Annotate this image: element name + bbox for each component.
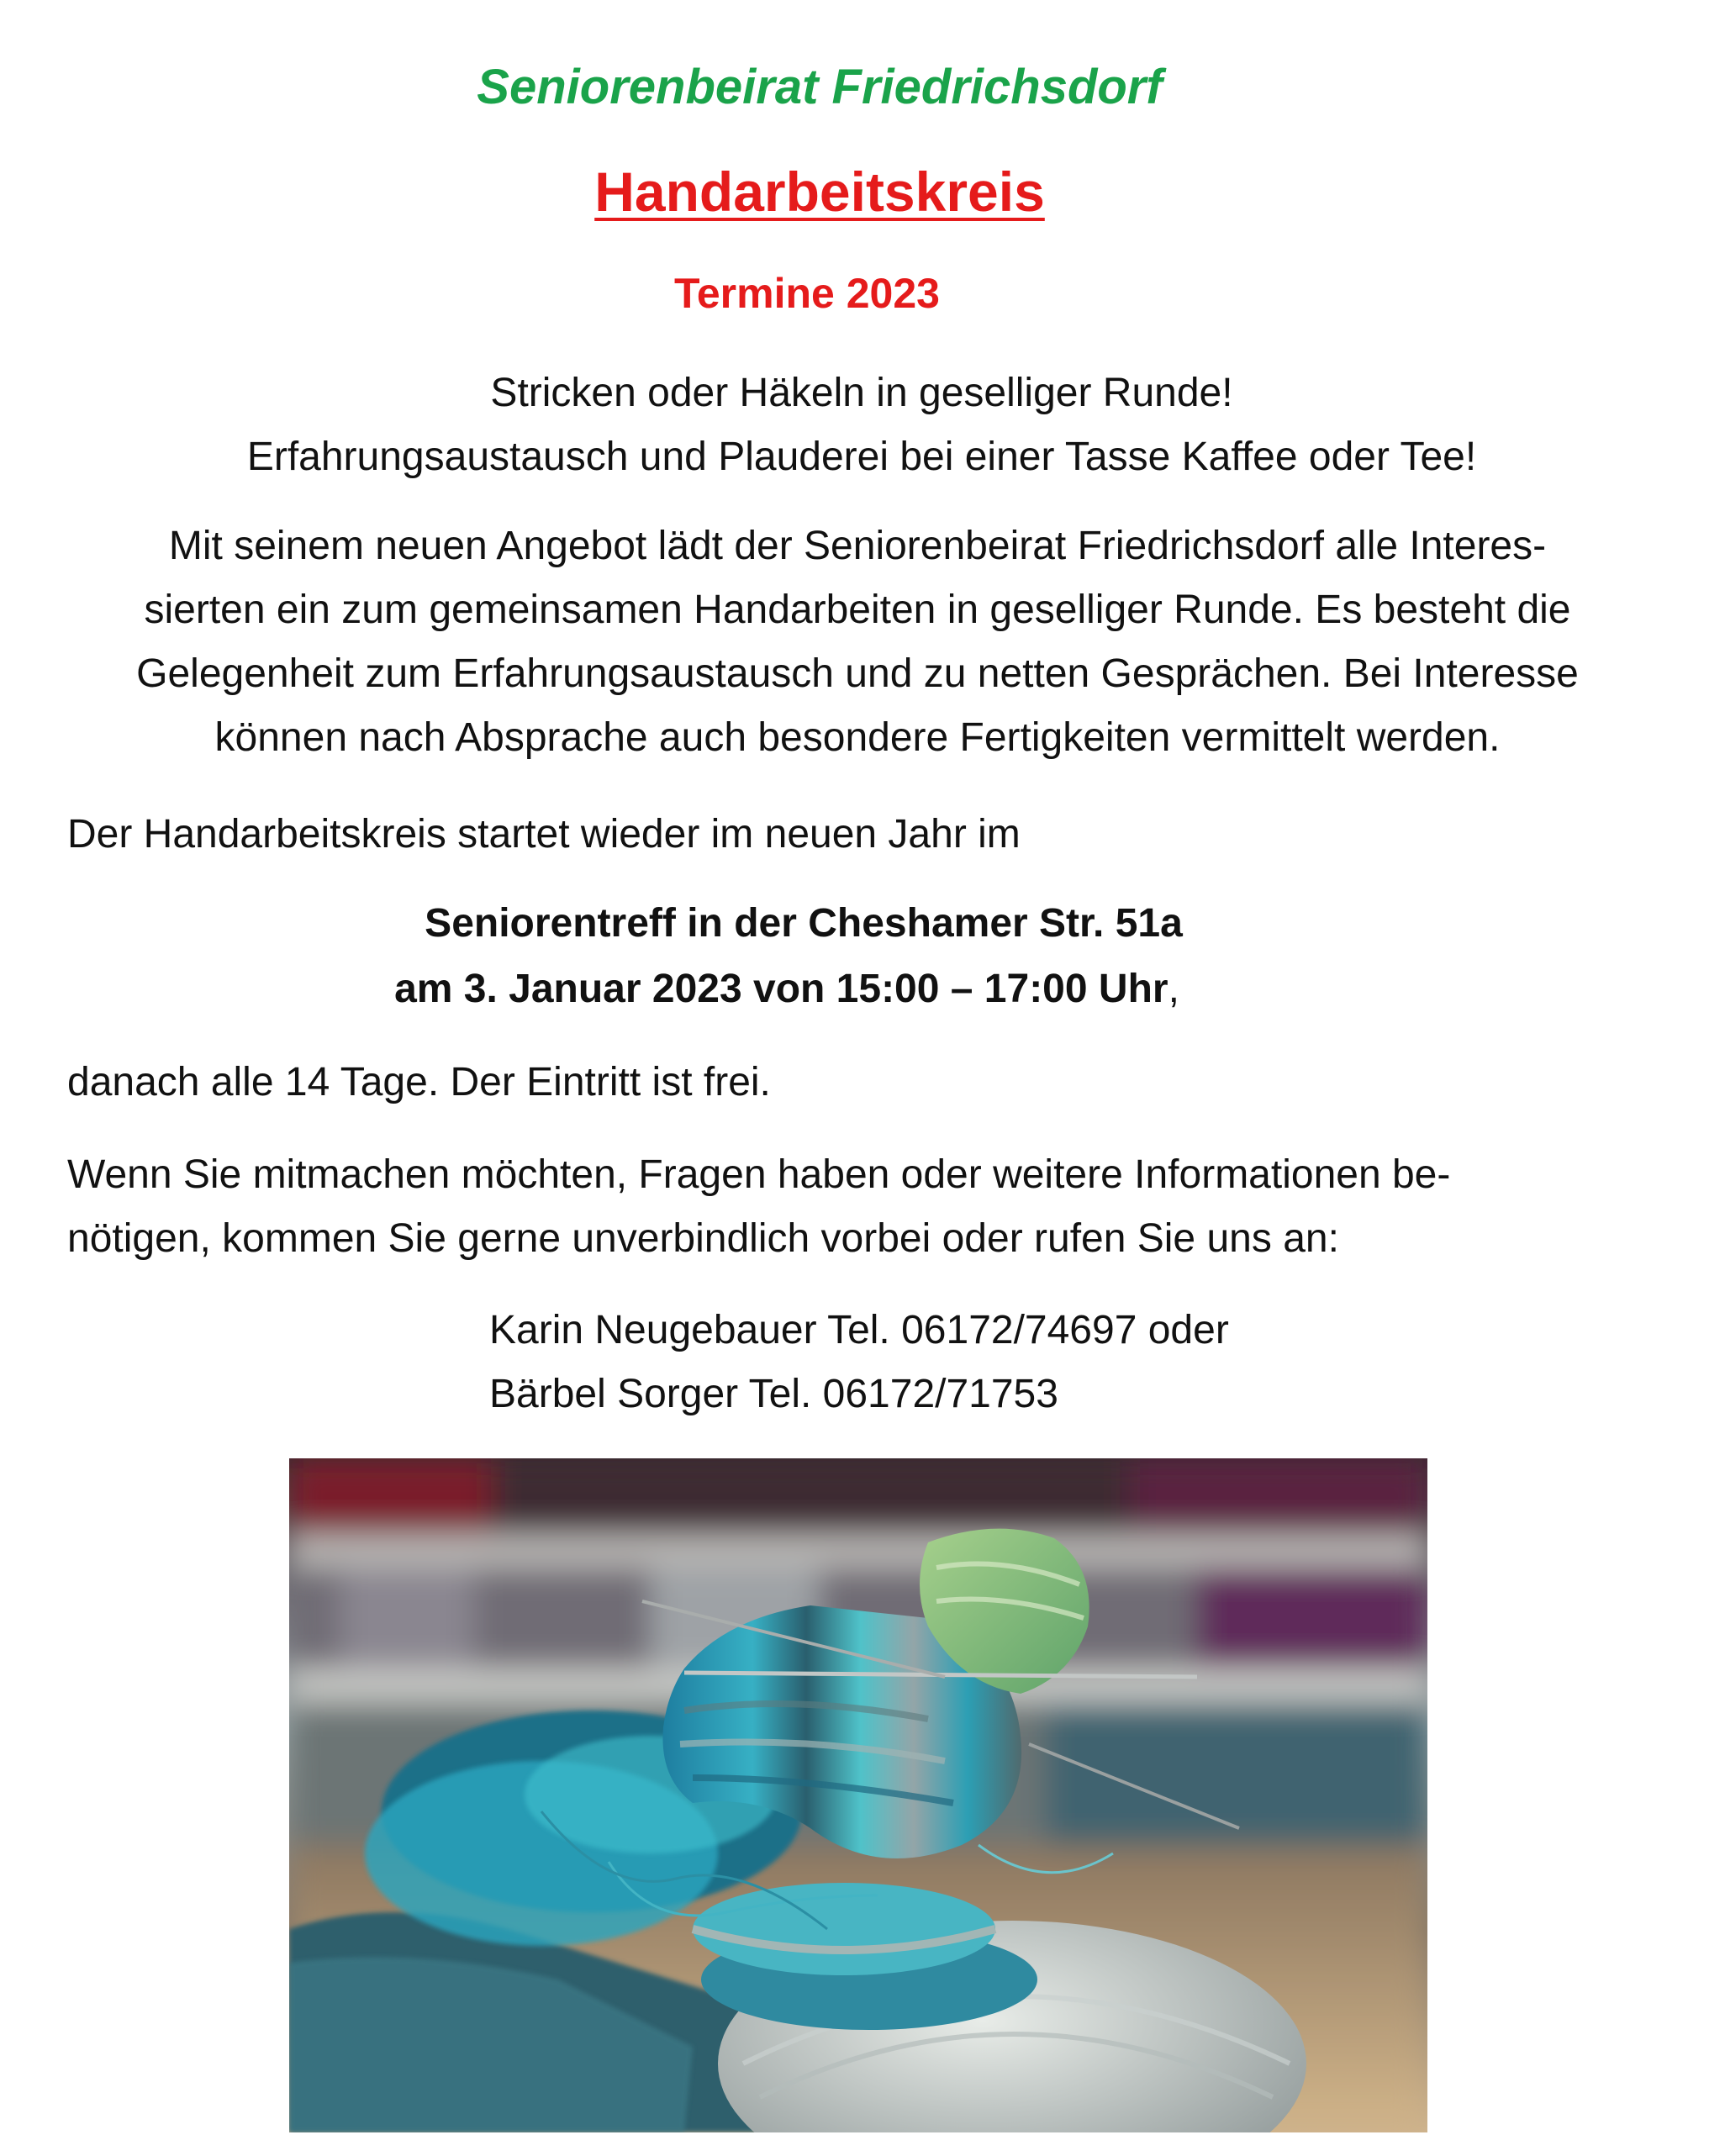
organization-heading: Seniorenbeirat Friedrichsdorf xyxy=(477,60,1163,114)
venue-datetime-line xyxy=(0,957,1725,1022)
dates-subtitle: Termine 2023 xyxy=(674,270,940,317)
contact-line-1: Wenn Sie mitmachen möchten, Fragen haben oder weitere Informationen be- xyxy=(67,1152,1451,1197)
contact-paragraph xyxy=(67,1143,1656,1271)
knitting-illustration xyxy=(289,1458,1427,2132)
description-line-1: Mit seinem neuen Angebot lädt der Seniorenbeirat Friedrichsdorf alle Interes- xyxy=(168,524,1547,568)
page-title: Handarbeitskreis xyxy=(594,161,1045,223)
contact-list xyxy=(489,1299,1582,1426)
venue-location: Seniorentreff in der Cheshamer Str. 51a xyxy=(425,901,1183,946)
start-paragraph: Der Handarbeitskreis startet wieder im neuen Jahr im xyxy=(67,812,1021,857)
contact-person-2: Bärbel Sorger Tel. 06172/71753 xyxy=(489,1372,1058,1416)
description-line-3: Gelegenheit zum Erfahrungsaustausch und zu netten Gesprächen. Bei Interesse xyxy=(136,651,1579,696)
description-line-4: können nach Absprache auch besondere Fertigkeiten vermittelt werden. xyxy=(214,715,1501,760)
contact-person-1: Karin Neugebauer Tel. 06172/74697 oder xyxy=(489,1308,1229,1352)
venue-block xyxy=(0,891,1725,1022)
intro-block xyxy=(67,361,1656,489)
intro-line-1: Stricken oder Häkeln in geselliger Runde! xyxy=(490,371,1233,415)
venue-comma: , xyxy=(1168,967,1179,1011)
contact-line-2: nötigen, kommen Sie gerne unverbindlich vorbei oder rufen Sie uns an: xyxy=(67,1216,1339,1261)
intro-line-2: Erfahrungsaustausch und Plauderei bei einer Tasse Kaffee oder Tee! xyxy=(246,435,1477,479)
description-line-2: sierten ein zum gemeinsamen Handarbeiten in geselliger Runde. Es besteht die xyxy=(144,588,1571,632)
description-block xyxy=(59,514,1656,770)
knitting-photo xyxy=(289,1458,1427,2132)
frequency-paragraph: danach alle 14 Tage. Der Eintritt ist frei. xyxy=(67,1060,771,1104)
venue-datetime: am 3. Januar 2023 von 15:00 – 17:00 Uhr xyxy=(394,967,1168,1011)
